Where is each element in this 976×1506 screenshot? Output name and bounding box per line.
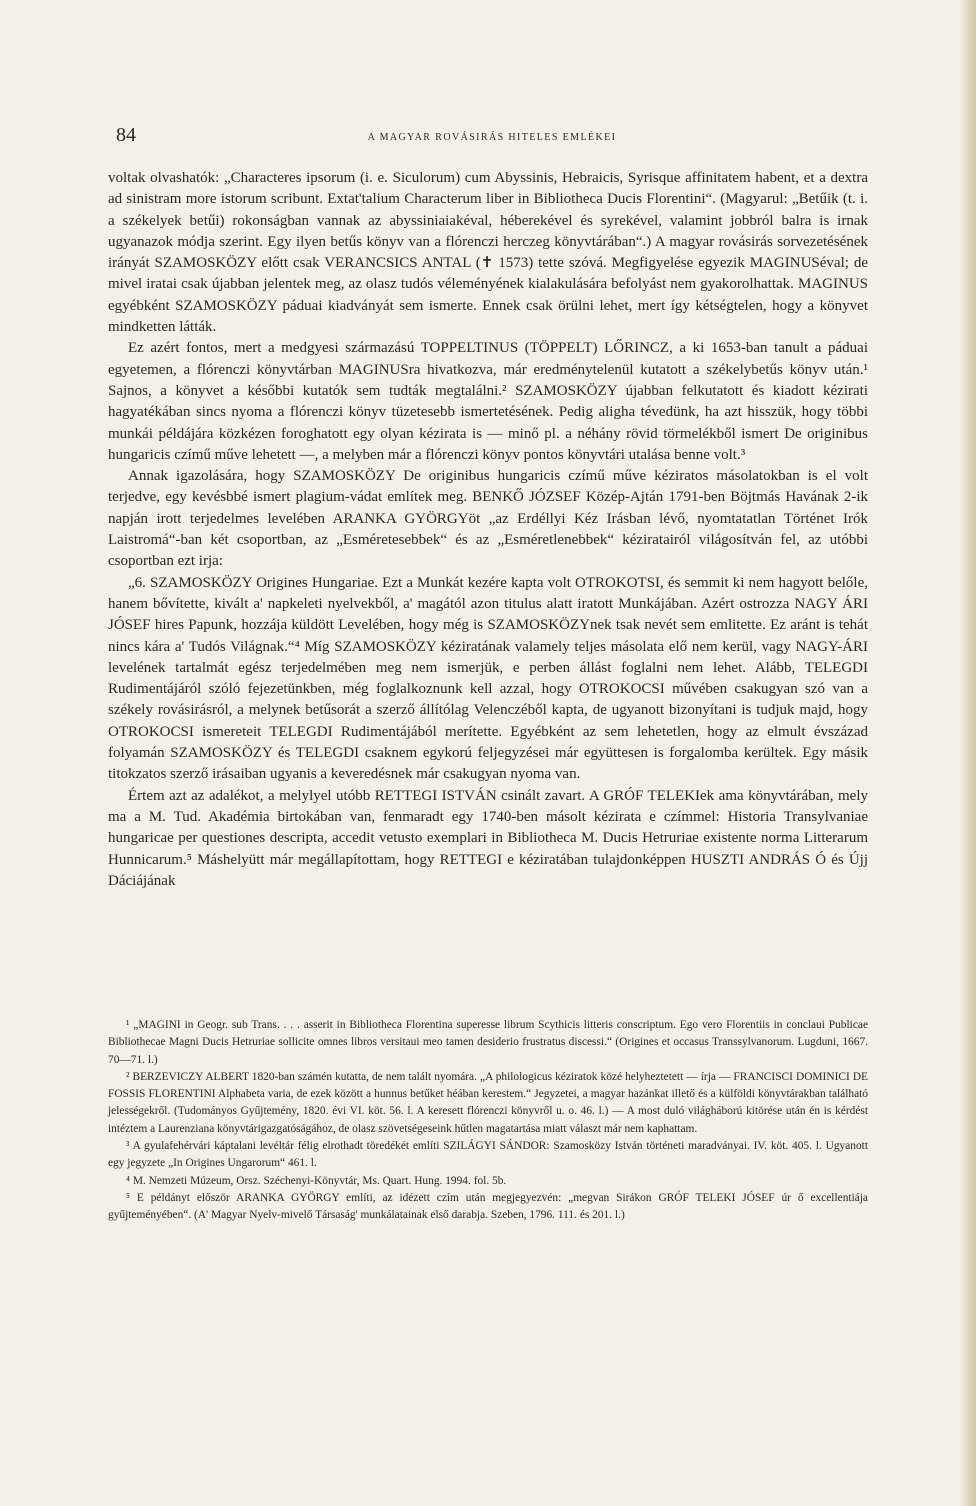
footnotes [108, 1017, 868, 1225]
footnote: ² BERZEVICZY ALBERT 1820-ban számén kutatta, de nem talált nyomára. „A philologicus kéziratok közé helyheztetett — írja — FRANCISCI DOMINICI DE FOSSIS FLORENTINI Alphabeta varia, de ezek között a hunnus betűket héában kerestem.“ Jegyzetei, a magyar hazánkat illető és a külföldi könyvtárakban található jelességekről. (Tudományos Gyűjtemény, 1820. évi VI. köt. 56. l. A keresett flórenczi könyvről u. o. 46. l.) — A most duló világháború kitörése után én is kérdést intéztem a Laurenziana könyvtárigazgatóságához, de olasz szövetségeseink hűtlen magatartása miatt választ már nem kaphattam. [108, 1070, 868, 1135]
footnote: ⁴ M. Nemzeti Múzeum, Orsz. Széchenyi-Könyvtár, Ms. Quart. Hung. 1994. fol. 5b. [126, 1174, 507, 1187]
page-edge [960, 0, 976, 1506]
footnote: ⁵ E példányt először ARANKA GYÖRGY említi, az idézett czím után megjegyezvén: „megvan Sirákon GRÓF TELEKI JÓSEF úr ő excellentiája gyűjteményében“. (A' Magyar Nyelv-mivelő Társaság' munkálatainak első darabja. Szeben, 1796. 111. és 201. l.) [108, 1191, 868, 1222]
paragraph: Értem azt az adalékot, a melylyel utóbb RETTEGI ISTVÁN csinált zavart. A GRÓF TELEKIek ama könyvtárában, mely ma a M. Tud. Akadémia birtokában van, fenmaradt egy 1740-ben másolt kézirata e czímmel: Historia Transylvaniae hungaricae per questiones descripta, accedit vetusto exemplari in Bibliotheca M. Ducis Hetruriae existente norma Litterarum Hunnicarum.⁵ Máshelyütt már megállapítottam, hogy RETTEGI e kéziratában tulajdonképpen HUSZTI ANDRÁS Ó és Újj Dáciájának [108, 787, 868, 889]
paragraph: Annak igazolására, hogy SZAMOSKÖZY De originibus hungaricis czímű műve kéziratos másolatokban is el volt terjedve, egy kevésbbé ismert plagium-vádat említek meg. BENKŐ JÓZSEF Közép-Ajtán 1791-ben Böjtmás Havának 2-ik napján irott terjedelmes levelében ARANKA GYÖRGYöt „az Erdéllyi Kéz Irásban lévő, nyomtatatlan Történet Irók Laistromá“-ban két csoportban, az „Esméretesebbek“ és az „Esméretlenebbek“ kéziratairól világosítván fel, az utóbbi csoportban ezt irja: [108, 468, 868, 570]
footnote: ¹ „MAGINI in Geogr. sub Trans. . . . asserit in Bibliotheca Florentina superesse librum Scythicis litteris conscriptum. Ego vero Florentiis in conclaui Publicae Bibliothecae Magni Ducis Hetruriae sollicite omnes libros versitaui meo tamen desiderio frustratus discessi.“ (Origines et occasus Transsylvanorum. Lugduni, 1667. 70—71. l.) [108, 1019, 868, 1066]
running-title: A MAGYAR ROVÁSIRÁS HITELES EMLÉKEI [367, 132, 617, 143]
page-number: 84 [116, 124, 136, 146]
paragraph: „6. SZAMOSKÖZY Origines Hungariae. Ezt a Munkát kezére kapta volt OTROKOTSI, és semmit ki nem hagyott belőle, hanem bővítette, kivált a' napkeleti nyelvekből, a' magától azon titulus alatt iratott Munkájában. Azért ostrozza NAGY ÁRI JÓSEF hires Papunk, hozzája küldött Levelében, hogy még is SZAMOSKÖZYnek tsak nevét sem emlitette. Ez aránt is tehát nincs kára a' Tudós Világnak.“⁴ Míg SZAMOSKÖZY kéziratának valamely teljes másolata elő nem kerül, vagy NAGY-ÁRI levelének tartalmát egész terjedelmében meg nem ismerjük, e perben állást foglalni nem lehet. Alább, TELEGDI Rudimentájáról szóló fejezetünkben, még foglalkoznunk kell azzal, hogy OTROKOCSI művében csakugyan szó van a székely rovásirásról, a melynek betűsorát a szerző állítólag Velenczéből kapta, de ugyanott bizonyítani is tudjuk majd, hogy OTROKOCSI ismereteit TELEGDI Rudimentájából merítette. Egyébként az sem lehetetlen, hogy az elmult évszázad folyamán SZAMOSKÖZY és TELEGDI csaknem egykorú feljegyzései már együttesen is forgalomba kerültek. Egy másik titokzatos szerző irásaiban ugyanis a keveredésnek már csakugyan nyoma van. [108, 574, 868, 783]
body-text [108, 168, 868, 892]
page-header [116, 124, 868, 154]
footnote: ³ A gyulafehérvári káptalani levéltár félig elrothadt töredékét említi SZILÁGYI SÁNDOR: Szamosközy István történeti maradványai. IV. köt. 405. l. Ugyanott egy jegyzete „In Origines Ungarorum“ 461. l. [108, 1140, 868, 1170]
paragraph: voltak olvashatók: „Characteres ipsorum (i. e. Siculorum) cum Abyssinis, Hebraicis, Syrisque affinitatem habent, et a dextra ad sinistram more istorum scribunt. Extat'talium Characterum liber in Bibliotheca Ducis Florentini“. (Magyarul: „Betűik (t. i. a székelyek betűi) rokonságban vannak az abyssiniaiakéval, héberekével és syrekével, valamint jobbról balra is irnak ugyanazok módja szerint. Egy ilyen betűs könyv van a flórenczi herczeg könyvtárában“.) A magyar rovásirás sorvezetésének irányát SZAMOSKÖZY előtt csak VERANCSICS ANTAL (✝ 1573) tette szóvá. Megfigyelése egyezik MAGINUSéval; de mivel iratai csak újabban jelentek meg, az olasz tudós véleményének kialakulására befolyást nem gyakorolhattak. MAGINUS egyébként SZAMOSKÖZY páduai kiadványát sem ismerte. Ennek csak örülni lehet, mert így kétségtelen, hogy a könyvet mindketten látták. [108, 170, 868, 336]
paragraph: Ez azért fontos, mert a medgyesi származású TOPPELTINUS (TÖPPELT) LŐRINCZ, a ki 1653-ban tanult a páduai egyetemen, a flórenczi könyvtárban MAGINUSra hivatkozva, már eredménytelenül kutatott a székelybetűs könyv után.¹ Sajnos, a könyvet a későbbi kutatók sem tudták megtalálni.² SZAMOSKÖZY újabban felkutatott és kiadott kézirati hagyatékában sincs nyoma a flórenczi könyv tüzetesebb ismertetésének. Pedig aligha tévedünk, ha azt hisszük, hogy többi munkái példájára közkézen foroghatott egy olyan kézirata is — minő pl. a néhány rövid törmelékből ismert De originibus hungaricis czímű műve lehetett —, a melyben már a flórenczi könyv pontos könyvtári utalása benne volt.³ [108, 340, 868, 463]
